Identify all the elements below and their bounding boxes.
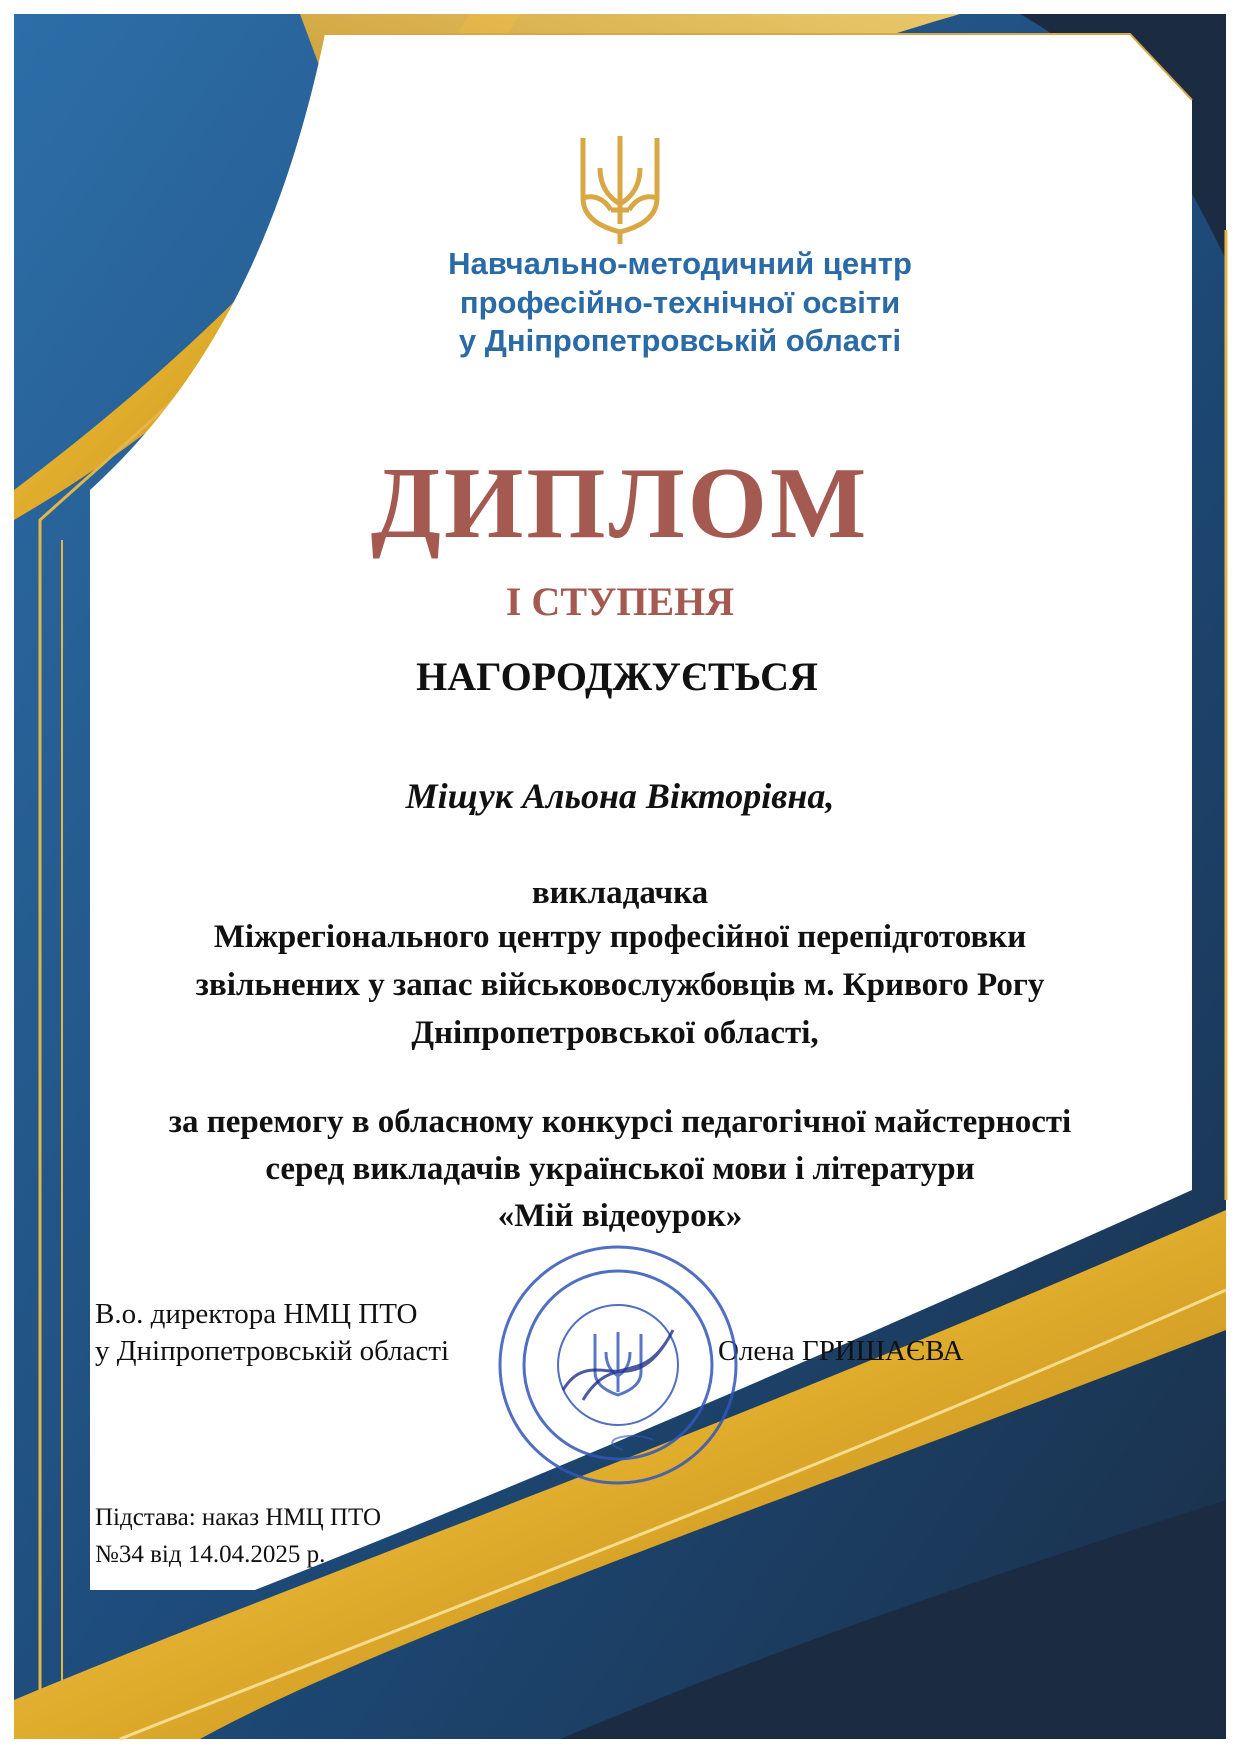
recipient-org-line-2: звільнених у запас військовослужбовців м. Кривого Рогу	[195, 967, 1045, 1003]
recipient-comma: ,	[825, 776, 835, 816]
awarded-heading: НАГОРОДЖУЄТЬСЯ	[416, 654, 818, 699]
recipient-position: викладачка	[531, 875, 709, 911]
basis-line-1: Підстава: наказ НМЦ ПТО	[95, 1504, 382, 1531]
recipient-org-line-3: Дніпропетровської області,	[411, 1015, 819, 1051]
diploma-title: ДИПЛОМ	[370, 447, 870, 560]
recipient-name-line	[0, 775, 1240, 817]
diploma-degree: І СТУПЕНЯ	[505, 579, 735, 624]
stamp-trident-icon	[595, 1332, 641, 1395]
signatory-name: Олена ГРИШАЄВА	[718, 1335, 964, 1367]
reason-line-3: «Мій відеоурок»	[497, 1198, 743, 1234]
org-line-3: у Дніпропетровській області	[458, 323, 902, 358]
org-line-2: професійно-технічної освіти	[459, 285, 901, 320]
signatory-role-line-2: у Дніпропетровській області	[95, 1335, 450, 1367]
recipient-name: Міщук Альона Вікторівна	[405, 776, 826, 816]
reason-line-1: за перемогу в обласному конкурсі педагогічної майстерності	[168, 1104, 1072, 1140]
org-line-1: Навчально-методичний центр	[448, 246, 912, 281]
recipient-org-line-1: Міжрегіонального центру професійної перепідготовки	[213, 919, 1027, 955]
basis-line-2: №34 від 14.04.2025 р.	[95, 1541, 326, 1568]
reason-line-2: серед викладачів української мови і літератури	[265, 1151, 975, 1187]
trident-icon	[575, 128, 665, 248]
official-stamp	[493, 1240, 743, 1490]
signatory-role-line-1: В.о. директора НМЦ ПТО	[95, 1298, 418, 1330]
